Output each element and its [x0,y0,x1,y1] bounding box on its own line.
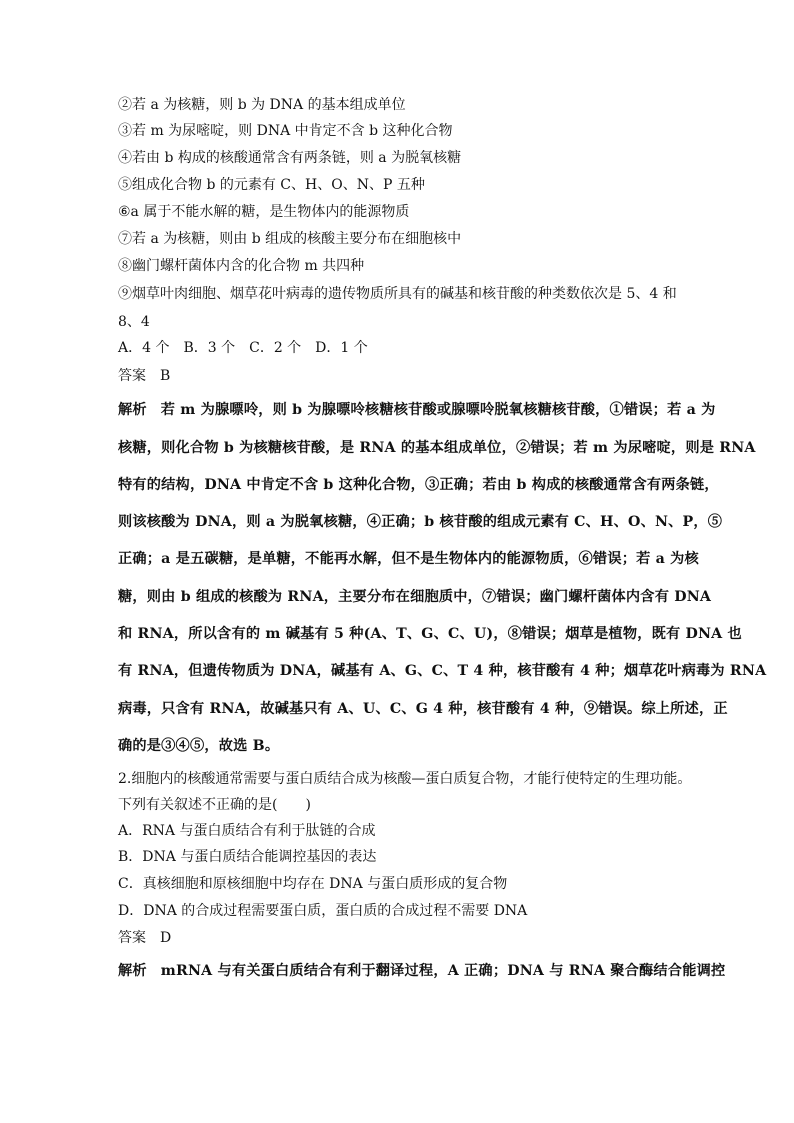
q2-option-d: D．DNA 的合成过程需要蛋白质，蛋白质的合成过程不需要 DNA [118,903,528,919]
answer-label: 答案 [118,368,146,384]
q1-statement: ⑨烟草叶肉细胞、烟草花叶病毒的遗传物质所具有的碱基和核苷酸的种类数依次是 5、4 和 [118,286,677,302]
explanation-label: 解析 [118,402,147,418]
q1-answer [118,367,170,385]
q1-options: A．4 个 B．3 个 C．2 个 D．1 个 [118,340,368,356]
q2-answer [118,929,171,947]
q2-stem-line: 下列有关叙述不正确的是( ) [118,797,311,813]
q1-explanation-line: 有 RNA，但遗传物质为 DNA，碱基有 A、G、C、T 4 种，核苷酸有 4 种；烟草花叶病毒为 RNA [118,663,767,679]
q1-explanation-first-line [118,401,716,419]
q1-statement: ⑧幽门螺杆菌体内含的化合物 m 共四种 [118,258,365,274]
q1-explanation-line: 正确；a 是五碳糖，是单糖，不能再水解，但不是生物体内的能源物质，⑥错误；若 a 为核 [118,551,699,567]
q1-statement: ②若 a 为核糖，则 b 为 DNA 的基本组成单位 [118,97,406,113]
answer-value: D [160,930,172,946]
q2-explanation-first-line [118,962,725,980]
q1-statement: ⑥a 属于不能水解的糖，是生物体内的能源物质 [118,204,410,220]
q2-option-b: B．DNA 与蛋白质结合能调控基因的表达 [118,849,377,865]
q1-explanation-line: 病毒，只含有 RNA，故碱基只有 A、U、C、G 4 种，核苷酸有 4 种，⑨错误。综上所述，正 [118,701,728,717]
answer-value: B [160,368,171,384]
q1-explanation-line: 特有的结构，DNA 中肯定不含 b 这种化合物，③正确；若由 b 构成的核酸通常含有两条链， [118,477,719,493]
q1-statement: 8、4 [118,314,150,330]
q2-option-c: C．真核细胞和原核细胞中均存在 DNA 与蛋白质形成的复合物 [118,876,508,892]
answer-label: 答案 [118,930,146,946]
q1-explanation-line: 糖，则由 b 组成的核酸为 RNA，主要分布在细胞质中，⑦错误；幽门螺杆菌体内含有 DNA [118,589,712,605]
q1-statement: ⑦若 a 为核糖，则由 b 组成的核酸主要分布在细胞核中 [118,231,462,247]
q1-explanation-line: 和 RNA，所以含有的 m 碱基有 5 种(A、T、G、C、U)，⑧错误；烟草是植物，既有 DNA 也 [118,626,742,642]
q1-statement: ④若由 b 构成的核酸通常含有两条链，则 a 为脱氧核糖 [118,150,462,166]
explanation-text: mRNA 与有关蛋白质结合有利于翻译过程，A 正确；DNA 与 RNA 聚合酶结合能调控 [160,963,726,979]
explanation-label: 解析 [118,963,147,979]
explanation-text: 若 m 为腺嘌呤，则 b 为腺嘌呤核糖核苷酸或腺嘌呤脱氧核糖核苷酸，①错误；若 a 为 [160,402,716,418]
q1-explanation-line: 则该核酸为 DNA，则 a 为脱氧核糖，④正确；b 核苷酸的组成元素有 C、H、O、N、P，⑤ [118,514,723,530]
q1-explanation-line: 核糖，则化合物 b 为核糖核苷酸，是 RNA 的基本组成单位，②错误；若 m 为尿嘧啶，则是 RNA [118,440,756,456]
q1-statement: ⑤组成化合物 b 的元素有 C、H、O、N、P 五种 [118,177,425,193]
q2-option-a: A．RNA 与蛋白质结合有利于肽链的合成 [118,823,376,839]
q1-statement: ③若 m 为尿嘧啶，则 DNA 中肯定不含 b 这种化合物 [118,123,453,139]
q2-stem-line: 2.细胞内的核酸通常需要与蛋白质结合成为核酸—蛋白质复合物，才能行使特定的生理功能。 [118,771,692,787]
q1-explanation-line: 确的是③④⑤，故选 B。 [118,738,280,754]
